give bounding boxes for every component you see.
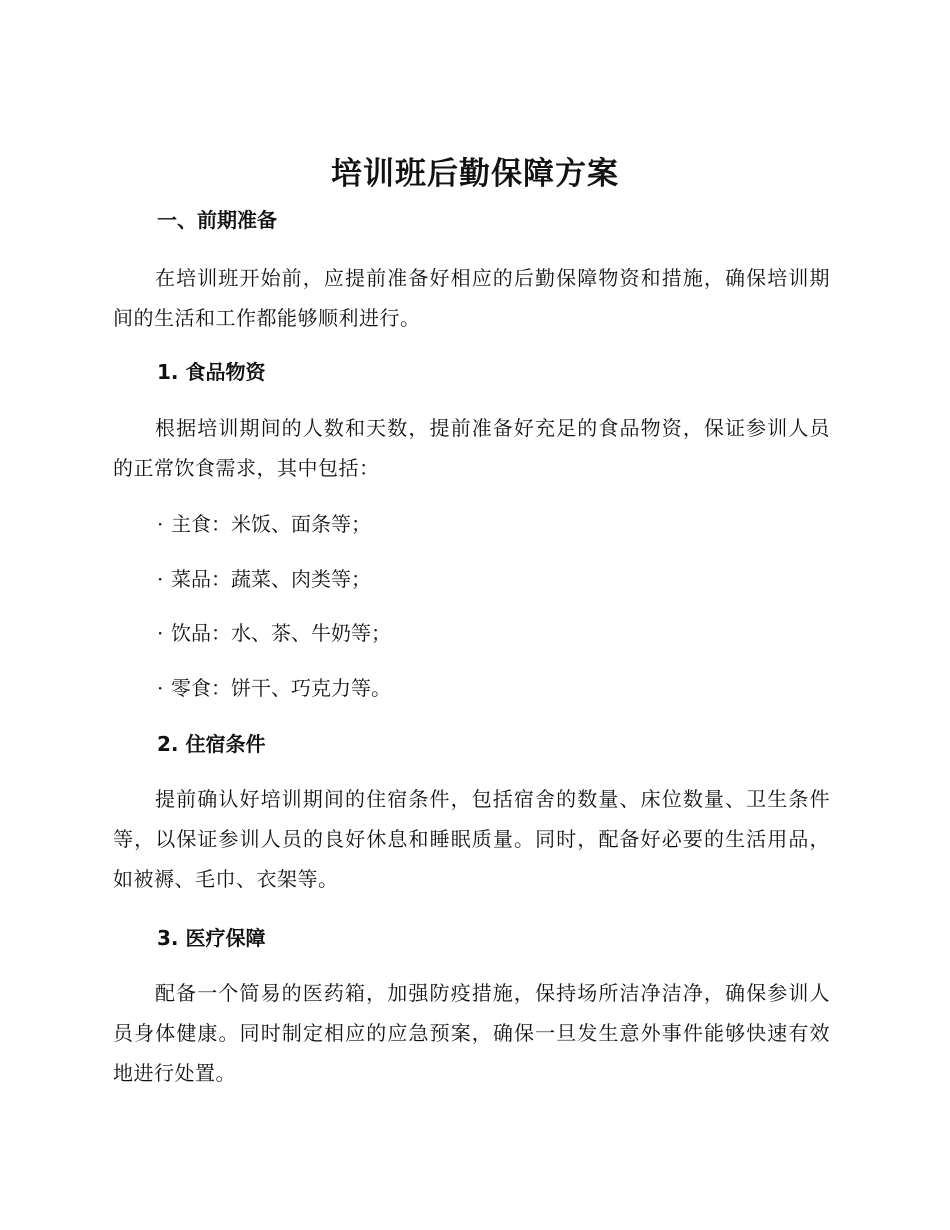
bullet-dot-icon: · (157, 621, 164, 645)
food-list-item (157, 563, 371, 595)
subsection-heading-food: 1. 食品物资 (157, 360, 266, 384)
food-list-item (157, 672, 391, 704)
document-title: 培训班后勤保障方案 (331, 156, 619, 192)
subsection-heading-lodging: 2. 住宿条件 (157, 732, 266, 756)
bullet-dot-icon: · (157, 567, 164, 591)
section-heading-preparation: 一、前期准备 (157, 208, 277, 232)
food-list-item-text: 主食：米饭、面条等； (171, 512, 371, 536)
food-paragraph: 根据培训期间的人数和天数，提前准备好充足的食品物资，保证参训人员的正常饮食需求，其中包括： (113, 416, 830, 480)
medical-paragraph: 配备一个简易的医药箱，加强防疫措施，保持场所洁净洁净，确保参训人员身体健康。同时制定相应的应急预案，确保一旦发生意外事件能够快速有效地进行处置。 (113, 981, 830, 1085)
food-list-item (157, 617, 391, 649)
subsection-heading-medical: 3. 医疗保障 (157, 926, 266, 950)
food-list-item (157, 508, 371, 540)
bullet-dot-icon: · (157, 512, 164, 536)
section-intro-paragraph: 在培训班开始前，应提前准备好相应的后勤保障物资和措施，确保培训期间的生活和工作都能够顺利进行。 (113, 266, 830, 330)
food-list-item-text: 菜品：蔬菜、肉类等； (171, 567, 371, 591)
bullet-dot-icon: · (157, 676, 164, 700)
lodging-paragraph: 提前确认好培训期间的住宿条件，包括宿舍的数量、床位数量、卫生条件等，以保证参训人员的良好休息和睡眠质量。同时，配备好必要的生活用品，如被褥、毛巾、衣架等。 (113, 787, 830, 891)
food-list-item-text: 零食：饼干、巧克力等。 (171, 676, 391, 700)
food-list-item-text: 饮品：水、茶、牛奶等； (171, 621, 391, 645)
